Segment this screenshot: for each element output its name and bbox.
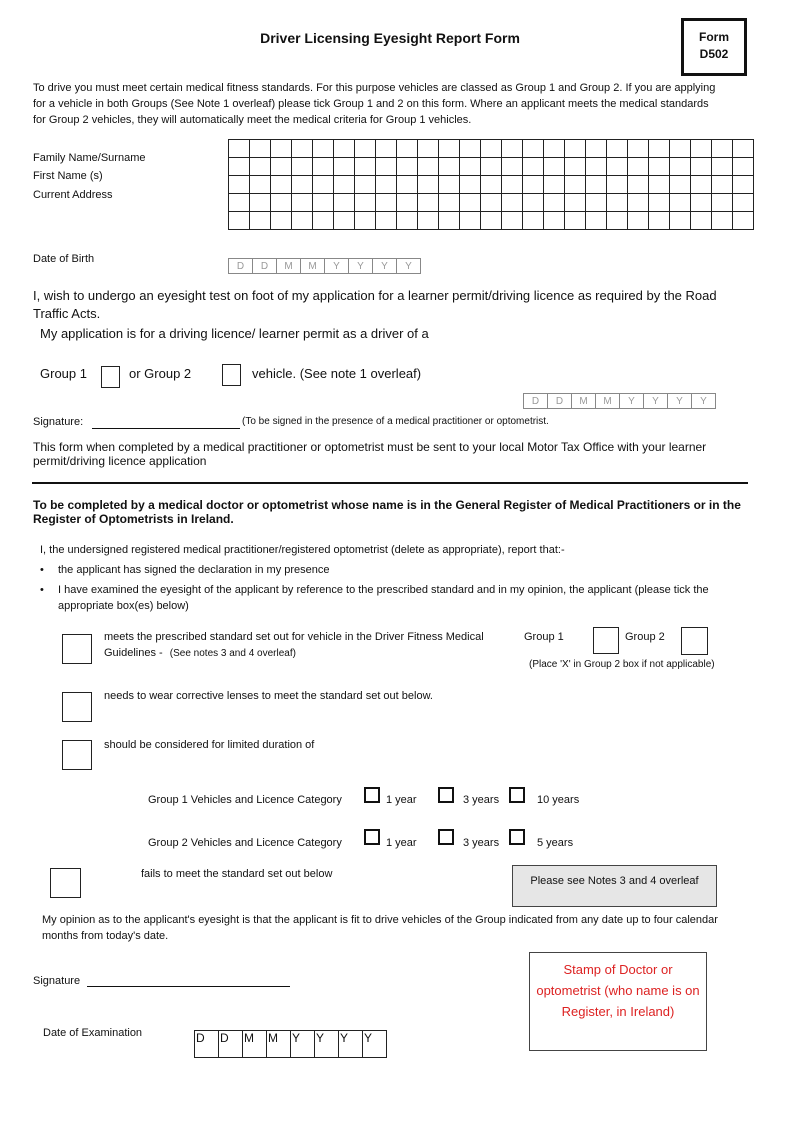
- grid-cell[interactable]: [355, 158, 376, 176]
- grid-cell[interactable]: [376, 212, 397, 230]
- examiner-signature-label: Signature: [33, 975, 81, 987]
- date-digit-cell[interactable]: Y: [314, 1030, 339, 1058]
- date-digit-cell[interactable]: M: [571, 393, 596, 409]
- grid-cell[interactable]: [439, 158, 460, 176]
- grid-cell[interactable]: [670, 158, 691, 176]
- date-digit-cell[interactable]: D: [194, 1030, 219, 1058]
- grid-cell[interactable]: [460, 158, 481, 176]
- grid-cell[interactable]: [250, 194, 271, 212]
- form-title: Driver Licensing Eyesight Report Form: [260, 30, 520, 46]
- grid-cell[interactable]: [313, 194, 334, 212]
- g1-1year-label: 1 year: [386, 794, 417, 806]
- grid-cell[interactable]: [565, 212, 586, 230]
- grid-cell[interactable]: [586, 194, 607, 212]
- declaration-text: I, wish to undergo an eyesight test on foot of my application for a learner permit/driving licence as required by the Road Traffic Acts.: [33, 288, 717, 321]
- grid-cell[interactable]: [250, 176, 271, 194]
- grid-cell[interactable]: [481, 158, 502, 176]
- grid-cell[interactable]: [439, 140, 460, 158]
- grid-cell[interactable]: [481, 176, 502, 194]
- grid-cell[interactable]: [460, 194, 481, 212]
- grid-cell[interactable]: [439, 176, 460, 194]
- g2-5years-label: 5 years: [537, 837, 574, 849]
- bullet-eyesight-examined: • I have examined the eyesight of the applicant by reference to the prescribed standard and in my opinion, the applicant (please tick the appropriate box(es) below): [58, 582, 748, 614]
- grid-cell[interactable]: [649, 158, 670, 176]
- grid-cell[interactable]: [397, 176, 418, 194]
- grid-cell[interactable]: [733, 140, 754, 158]
- grid-cell[interactable]: [544, 140, 565, 158]
- grid-cell[interactable]: [334, 212, 355, 230]
- exam-date-input[interactable]: [195, 1030, 387, 1058]
- report-intro: I, the undersigned registered medical practitioner/registered optometrist (delete as appropriate), report that:-: [40, 544, 565, 556]
- limited-duration-text: should be considered for limited duration of: [104, 739, 315, 751]
- family-name-label: Family Name/Surname: [33, 152, 146, 164]
- grid-cell[interactable]: [565, 158, 586, 176]
- grid-cell[interactable]: [313, 176, 334, 194]
- signature-date-input[interactable]: [524, 393, 716, 409]
- meets-group2-checkbox[interactable]: [681, 627, 708, 655]
- grid-cell[interactable]: [670, 140, 691, 158]
- grid-cell[interactable]: [565, 194, 586, 212]
- grid-cell[interactable]: [502, 140, 523, 158]
- date-digit-cell[interactable]: M: [595, 393, 620, 409]
- grid-cell[interactable]: [586, 158, 607, 176]
- grid-cell[interactable]: [376, 140, 397, 158]
- grid-cell[interactable]: [586, 176, 607, 194]
- date-digit-cell[interactable]: M: [276, 258, 301, 274]
- grid-cell[interactable]: [691, 140, 712, 158]
- grid-cell[interactable]: [250, 212, 271, 230]
- g1-1year-checkbox[interactable]: [364, 787, 380, 803]
- form-id-box: [681, 18, 747, 76]
- grid-cell[interactable]: [418, 176, 439, 194]
- examiner-signature-line[interactable]: [87, 972, 290, 987]
- grid-cell[interactable]: [649, 176, 670, 194]
- grid-cell[interactable]: [670, 194, 691, 212]
- stamp-box[interactable]: Stamp of Doctor or optometrist (who name is on Register, in Ireland): [529, 952, 707, 1051]
- first-name-label: First Name (s): [33, 170, 103, 182]
- grid-row: [229, 212, 754, 230]
- grid-cell[interactable]: [712, 176, 733, 194]
- section-divider: [32, 482, 748, 484]
- date-digit-cell[interactable]: Y: [396, 258, 421, 274]
- grid-cell[interactable]: [544, 176, 565, 194]
- date-digit-cell[interactable]: Y: [290, 1030, 315, 1058]
- grid-cell[interactable]: [355, 140, 376, 158]
- grid-cell[interactable]: [460, 140, 481, 158]
- grid-cell[interactable]: [397, 194, 418, 212]
- date-digit-cell[interactable]: Y: [348, 258, 373, 274]
- g1-10years-label: 10 years: [537, 794, 580, 806]
- applicant-signature-line[interactable]: [92, 414, 240, 429]
- grid-cell[interactable]: [607, 158, 628, 176]
- grid-cell[interactable]: [292, 212, 313, 230]
- g1-10years-checkbox[interactable]: [509, 787, 525, 803]
- date-digit-cell[interactable]: Y: [362, 1030, 387, 1058]
- grid-cell[interactable]: [229, 140, 250, 158]
- grid-cell[interactable]: [313, 140, 334, 158]
- grid-cell[interactable]: [670, 212, 691, 230]
- date-digit-cell[interactable]: D: [228, 258, 253, 274]
- grid-cell[interactable]: [271, 194, 292, 212]
- meets-standard-text: meets the prescribed standard set out for vehicle in the Driver Fitness Medical: [104, 631, 484, 643]
- grid-cell[interactable]: [418, 158, 439, 176]
- group1-label: Group 1: [40, 366, 87, 381]
- group1-category-label: Group 1 Vehicles and Licence Category: [148, 794, 342, 806]
- grid-cell[interactable]: [502, 158, 523, 176]
- g2-5years-checkbox[interactable]: [509, 829, 525, 845]
- meets-group2-label: Group 2: [625, 631, 665, 643]
- group2-checkbox[interactable]: [222, 364, 241, 386]
- date-digit-cell[interactable]: D: [547, 393, 572, 409]
- grid-cell[interactable]: [418, 194, 439, 212]
- group2-category-label: Group 2 Vehicles and Licence Category: [148, 837, 342, 849]
- grid-cell[interactable]: [439, 194, 460, 212]
- grid-cell[interactable]: [418, 212, 439, 230]
- opinion-text: My opinion as to the applicant's eyesight is that the applicant is fit to drive vehicles of the Group indicated from any date up to four calendar months from today's date.: [42, 914, 718, 942]
- grid-cell[interactable]: [376, 194, 397, 212]
- bullet-declaration-signed: • the applicant has signed the declaration in my presence: [58, 562, 330, 578]
- grid-cell[interactable]: [355, 176, 376, 194]
- grid-cell[interactable]: [544, 212, 565, 230]
- g1-3years-label: 3 years: [463, 794, 500, 806]
- guidelines-note: (See notes 3 and 4 overleaf): [169, 648, 296, 659]
- grid-cell[interactable]: [439, 212, 460, 230]
- signature-label: Signature:: [33, 416, 84, 428]
- grid-cell[interactable]: [628, 140, 649, 158]
- date-digit-cell[interactable]: D: [252, 258, 277, 274]
- date-digit-cell[interactable]: D: [218, 1030, 243, 1058]
- grid-cell[interactable]: [397, 158, 418, 176]
- grid-cell[interactable]: [313, 212, 334, 230]
- group2-instruction: (Place 'X' in Group 2 box if not applicable): [529, 659, 715, 670]
- grid-cell[interactable]: [523, 194, 544, 212]
- grid-cell[interactable]: [397, 140, 418, 158]
- g2-3years-label: 3 years: [463, 837, 500, 849]
- grid-cell[interactable]: [334, 194, 355, 212]
- grid-cell[interactable]: [460, 176, 481, 194]
- grid-cell[interactable]: [481, 212, 502, 230]
- grid-cell[interactable]: [481, 140, 502, 158]
- corrective-lenses-checkbox[interactable]: [62, 692, 92, 722]
- dob-label: Date of Birth: [33, 253, 95, 265]
- date-digit-cell[interactable]: Y: [372, 258, 397, 274]
- grid-cell[interactable]: [607, 212, 628, 230]
- grid-cell[interactable]: [649, 140, 670, 158]
- grid-cell[interactable]: [292, 194, 313, 212]
- grid-row: [229, 158, 754, 176]
- grid-cell[interactable]: [607, 140, 628, 158]
- grid-cell[interactable]: [691, 176, 712, 194]
- grid-row: [229, 194, 754, 212]
- grid-cell[interactable]: [733, 176, 754, 194]
- grid-cell[interactable]: [334, 140, 355, 158]
- grid-cell[interactable]: [586, 140, 607, 158]
- grid-cell[interactable]: [292, 140, 313, 158]
- medical-section-heading: To be completed by a medical doctor or optometrist whose name is in the General Register of Medical Practitioners or in the Register of Optometrists in Ireland.: [33, 498, 741, 526]
- grid-cell[interactable]: [607, 194, 628, 212]
- meets-group1-label: Group 1: [524, 631, 564, 643]
- grid-cell[interactable]: [523, 212, 544, 230]
- grid-cell[interactable]: [628, 176, 649, 194]
- dob-input[interactable]: [229, 258, 421, 274]
- grid-cell[interactable]: [250, 158, 271, 176]
- grid-cell[interactable]: [271, 158, 292, 176]
- name-address-grid[interactable]: [228, 139, 754, 230]
- grid-cell[interactable]: [229, 212, 250, 230]
- grid-cell[interactable]: [313, 158, 334, 176]
- grid-cell[interactable]: [355, 194, 376, 212]
- form-id-label: Form: [699, 30, 729, 44]
- date-digit-cell[interactable]: Y: [643, 393, 668, 409]
- date-digit-cell[interactable]: M: [242, 1030, 267, 1058]
- grid-cell[interactable]: [292, 158, 313, 176]
- grid-cell[interactable]: [523, 158, 544, 176]
- grid-cell[interactable]: [712, 140, 733, 158]
- grid-cell[interactable]: [691, 158, 712, 176]
- g2-1year-label: 1 year: [386, 837, 417, 849]
- grid-cell[interactable]: [397, 212, 418, 230]
- grid-row: [229, 140, 754, 158]
- meets-standard-checkbox[interactable]: [62, 634, 92, 664]
- meets-group1-checkbox[interactable]: [593, 627, 619, 654]
- date-digit-cell[interactable]: M: [300, 258, 325, 274]
- grid-cell[interactable]: [523, 140, 544, 158]
- grid-cell[interactable]: [376, 176, 397, 194]
- address-label: Current Address: [33, 189, 113, 201]
- intro-text: To drive you must meet certain medical fitness standards. For this purpose vehicles are classed as Group 1 and Group 2. If you are applying for a vehicle in both Groups (See Note 1 overleaf) please tick Group 1 and 2 on this form. Where an applicant meets the medical standards for Group 2 vehicles, they will automatically meet the medical criteria for Group 1 vehicles.: [33, 82, 716, 126]
- date-digit-cell[interactable]: Y: [338, 1030, 363, 1058]
- grid-cell[interactable]: [502, 176, 523, 194]
- date-digit-cell[interactable]: Y: [691, 393, 716, 409]
- date-digit-cell[interactable]: Y: [619, 393, 644, 409]
- grid-cell[interactable]: [355, 212, 376, 230]
- grid-cell[interactable]: [649, 194, 670, 212]
- g2-1year-checkbox[interactable]: [364, 829, 380, 845]
- grid-cell[interactable]: [502, 212, 523, 230]
- grid-cell[interactable]: [565, 140, 586, 158]
- application-type-text: My application is for a driving licence/ learner permit as a driver of a: [40, 326, 429, 341]
- grid-cell[interactable]: [292, 176, 313, 194]
- g2-3years-checkbox[interactable]: [438, 829, 454, 845]
- group1-checkbox[interactable]: [101, 366, 120, 388]
- grid-cell[interactable]: [544, 194, 565, 212]
- grid-cell[interactable]: [523, 176, 544, 194]
- vehicle-note: vehicle. (See note 1 overleaf): [252, 366, 422, 381]
- group2-label: or Group 2: [129, 366, 192, 381]
- see-notes-button[interactable]: Please see Notes 3 and 4 overleaf: [512, 865, 717, 907]
- grid-cell[interactable]: [271, 212, 292, 230]
- grid-cell[interactable]: [607, 176, 628, 194]
- date-digit-cell[interactable]: Y: [324, 258, 349, 274]
- grid-cell[interactable]: [628, 212, 649, 230]
- grid-cell[interactable]: [460, 212, 481, 230]
- grid-cell[interactable]: [733, 212, 754, 230]
- grid-cell[interactable]: [229, 158, 250, 176]
- form-id-number: D502: [699, 47, 729, 61]
- grid-cell[interactable]: [229, 194, 250, 212]
- grid-cell[interactable]: [481, 194, 502, 212]
- grid-cell[interactable]: [376, 158, 397, 176]
- grid-cell[interactable]: [502, 194, 523, 212]
- meets-standard-guidelines: [104, 645, 296, 662]
- grid-cell[interactable]: [334, 176, 355, 194]
- fails-standard-checkbox[interactable]: [50, 868, 81, 898]
- grid-cell[interactable]: [544, 158, 565, 176]
- grid-cell[interactable]: [586, 212, 607, 230]
- limited-duration-checkbox[interactable]: [62, 740, 92, 770]
- grid-cell[interactable]: [691, 194, 712, 212]
- grid-cell[interactable]: [250, 140, 271, 158]
- guidelines-label: Guidelines -: [104, 647, 163, 659]
- grid-cell[interactable]: [649, 212, 670, 230]
- grid-row: [229, 176, 754, 194]
- grid-cell[interactable]: [670, 176, 691, 194]
- grid-cell[interactable]: [334, 158, 355, 176]
- grid-cell[interactable]: [712, 194, 733, 212]
- grid-cell[interactable]: [691, 212, 712, 230]
- signature-note: (To be signed in the presence of a medical practitioner or optometrist.: [242, 416, 549, 427]
- grid-cell[interactable]: [229, 176, 250, 194]
- grid-cell[interactable]: [271, 140, 292, 158]
- date-digit-cell[interactable]: Y: [667, 393, 692, 409]
- grid-cell[interactable]: [628, 158, 649, 176]
- grid-cell[interactable]: [712, 212, 733, 230]
- grid-cell[interactable]: [733, 194, 754, 212]
- corrective-lenses-text: needs to wear corrective lenses to meet the standard set out below.: [104, 690, 433, 702]
- submission-note: This form when completed by a medical practitioner or optometrist must be sent to your local Motor Tax Office with your learner permit/driving licence application: [33, 440, 707, 468]
- grid-cell[interactable]: [565, 176, 586, 194]
- grid-cell[interactable]: [271, 176, 292, 194]
- fails-standard-text: fails to meet the standard set out below: [141, 868, 333, 880]
- grid-cell[interactable]: [712, 158, 733, 176]
- grid-cell[interactable]: [733, 158, 754, 176]
- date-digit-cell[interactable]: D: [523, 393, 548, 409]
- exam-date-label: Date of Examination: [43, 1027, 143, 1039]
- date-digit-cell[interactable]: M: [266, 1030, 291, 1058]
- g1-3years-checkbox[interactable]: [438, 787, 454, 803]
- grid-cell[interactable]: [418, 140, 439, 158]
- grid-cell[interactable]: [628, 194, 649, 212]
